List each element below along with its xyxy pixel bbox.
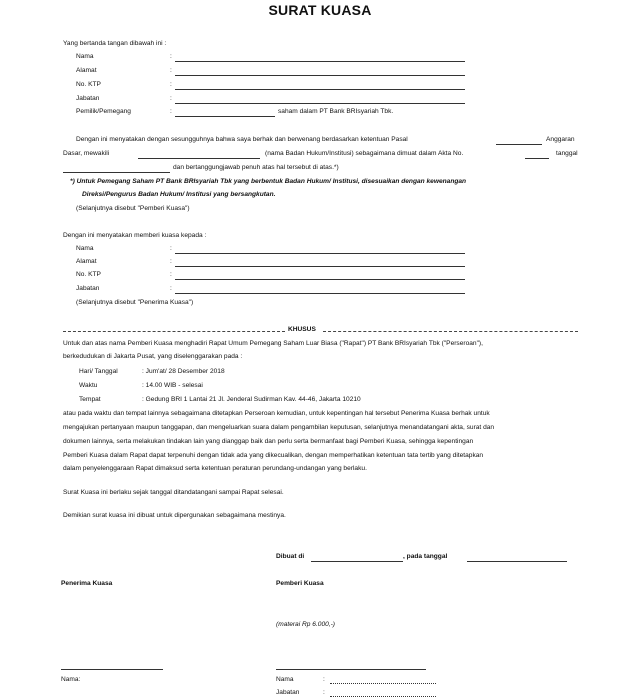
closing-text: Demikian surat kuasa ini dibuat untuk dipergunakan sebagaimana mestinya. (63, 512, 286, 519)
blank-saham[interactable] (175, 116, 275, 117)
pemberi-jabatan-dots[interactable] (330, 696, 436, 697)
pada-tanggal-label: , pada tanggal (403, 553, 448, 560)
blank-alamat[interactable] (175, 75, 465, 76)
colon: : (170, 67, 172, 74)
colon: : (170, 245, 172, 252)
penerima-signature-line[interactable] (61, 669, 163, 670)
colon: : (170, 81, 172, 88)
materai-note: (materai Rp 6.000,-) (276, 621, 335, 628)
colon: : (170, 285, 172, 292)
penerima-alias: (Selanjutnya disebut "Penerima Kuasa") (76, 299, 194, 306)
divider-right (323, 331, 578, 332)
field-label-pemilik: Pemilik/Pemegang (76, 108, 131, 115)
blank-nama[interactable] (175, 61, 465, 62)
event-label-hari: Hari/ Tanggal (79, 368, 118, 375)
blank-mewakili[interactable] (138, 158, 260, 159)
blank-tanggal[interactable] (63, 172, 170, 173)
penerima-nama-label: Nama: (61, 676, 81, 683)
khusus-para-2: berkedudukan di Jakarta Pusat, yang diselenggarakan pada : (63, 353, 243, 360)
pemberi-nama-label: Nama (276, 676, 294, 683)
khusus-heading: KHUSUS (288, 326, 316, 333)
field-label-nama: Nama (76, 53, 94, 60)
field-label-ktp: No. KTP (76, 81, 101, 88)
field-label-jabatan: Jabatan (76, 95, 100, 102)
penerima-label-ktp: No. KTP (76, 271, 101, 278)
penerima-blank-ktp[interactable] (175, 279, 465, 280)
declaration-anggaran: Anggaran (546, 136, 575, 143)
divider-left (63, 331, 285, 332)
pemberi-alias: (Selanjutnya disebut "Pemberi Kuasa") (76, 205, 190, 212)
penerima-label-alamat: Alamat (76, 258, 97, 265)
colon: : (323, 689, 325, 696)
event-label-waktu: Waktu (79, 382, 98, 389)
event-value-waktu: : 14.00 WIB - selesai (142, 382, 203, 389)
body-line-1: atau pada waktu dan tempat lainnya sebagaimana ditetapkan Perseroan kemudian, untuk kepentingan hal tersebut Penerima Kuasa berhak untuk (63, 410, 490, 417)
colon: : (170, 95, 172, 102)
pemberi-nama-dots[interactable] (330, 683, 436, 684)
penerima-kuasa-heading: Penerima Kuasa (61, 580, 113, 587)
colon: : (170, 258, 172, 265)
penerima-blank-nama[interactable] (175, 253, 465, 254)
saham-suffix: saham dalam PT Bank BRIsyariah Tbk. (278, 108, 394, 115)
validity-text: Surat Kuasa ini berlaku sejak tanggal ditandatangani sampai Rapat selesai. (63, 489, 284, 496)
event-value-hari: : Jum'at/ 28 Desember 2018 (142, 368, 225, 375)
body-line-2: mengajukan pertanyaan maupun tanggapan, dan mengeluarkan suara dalam pengambilan keputusan, selanjutnya menandatangani akta, surat dan (63, 424, 495, 431)
blank-pasal[interactable] (496, 144, 542, 145)
colon: : (323, 676, 325, 683)
blank-dibuat-di[interactable] (311, 561, 403, 562)
penerima-blank-jabatan[interactable] (175, 293, 465, 294)
penerima-blank-alamat[interactable] (175, 266, 465, 267)
declaration-line-1: Dengan ini menyatakan dengan sesungguhnya bahwa saya berhak dan berwenang berdasarkan ketentuan Pasal (76, 136, 408, 143)
colon: : (170, 53, 172, 60)
declaration-badan: (nama Badan Hukum/Institusi) sebagaimana dimuat dalam Akta No. (265, 150, 464, 157)
body-line-3: dokumen lainnya, serta melakukan tindakan lain yang dianggap baik dan perlu serta bermanfaat bagi Pemberi Kuasa, sehingga kepentingan (63, 438, 474, 445)
blank-akta[interactable] (525, 158, 549, 159)
penerima-label-nama: Nama (76, 245, 94, 252)
note-line-1: *) Untuk Pemegang Saham PT Bank BRIsyariah Tbk yang berbentuk Badan Hukum/ Institusi, disesuaikan dengan kewenangan (70, 178, 467, 185)
colon: : (170, 271, 172, 278)
blank-jabatan[interactable] (175, 103, 465, 104)
penerima-label-jabatan: Jabatan (76, 285, 100, 292)
blank-ktp[interactable] (175, 89, 465, 90)
blank-tanggal-tanda[interactable] (467, 561, 567, 562)
note-line-2: Direksi/Pengurus Badan Hukum/ Institusi yang bersangkutan. (82, 191, 276, 198)
event-value-tempat: : Gedung BRI 1 Lantai 21 Jl. Jenderal Sudirman Kav. 44-46, Jakarta 10210 (142, 396, 361, 403)
intro-text: Yang bertanda tangan dibawah ini : (63, 40, 167, 47)
document-title: SURAT KUASA (268, 2, 372, 18)
declaration-tanggal: tanggal (556, 150, 578, 157)
body-line-4: Pemberi Kuasa dalam Rapat dapat terpenuhi dengan tidak ada yang dikecualikan, dengan memperhatikan ketentuan tata tertib yang ditetapkan (63, 452, 484, 459)
event-label-tempat: Tempat (79, 396, 101, 403)
pemberi-kuasa-heading: Pemberi Kuasa (276, 580, 324, 587)
colon: : (170, 108, 172, 115)
declaration-line-3: dan bertanggungjawab penuh atas hal tersebut di atas.*) (173, 164, 339, 171)
dibuat-label: Dibuat di (276, 553, 305, 560)
field-label-alamat: Alamat (76, 67, 97, 74)
pemberi-jabatan-label: Jabatan (276, 689, 300, 696)
penerima-intro: Dengan ini menyatakan memberi kuasa kepada : (63, 232, 207, 239)
body-line-5: dalam penyelenggaraan Rapat dimaksud serta ketentuan peraturan perundang-undangan yang berlaku. (63, 465, 367, 472)
declaration-dasar: Dasar, mewakili (63, 150, 110, 157)
pemberi-signature-line[interactable] (276, 669, 426, 670)
khusus-para-1: Untuk dan atas nama Pemberi Kuasa menghadiri Rapat Umum Pemegang Saham Luar Biasa ("Rapat") PT Bank BRIsyariah Tbk ("Perseroan"), (63, 340, 483, 347)
